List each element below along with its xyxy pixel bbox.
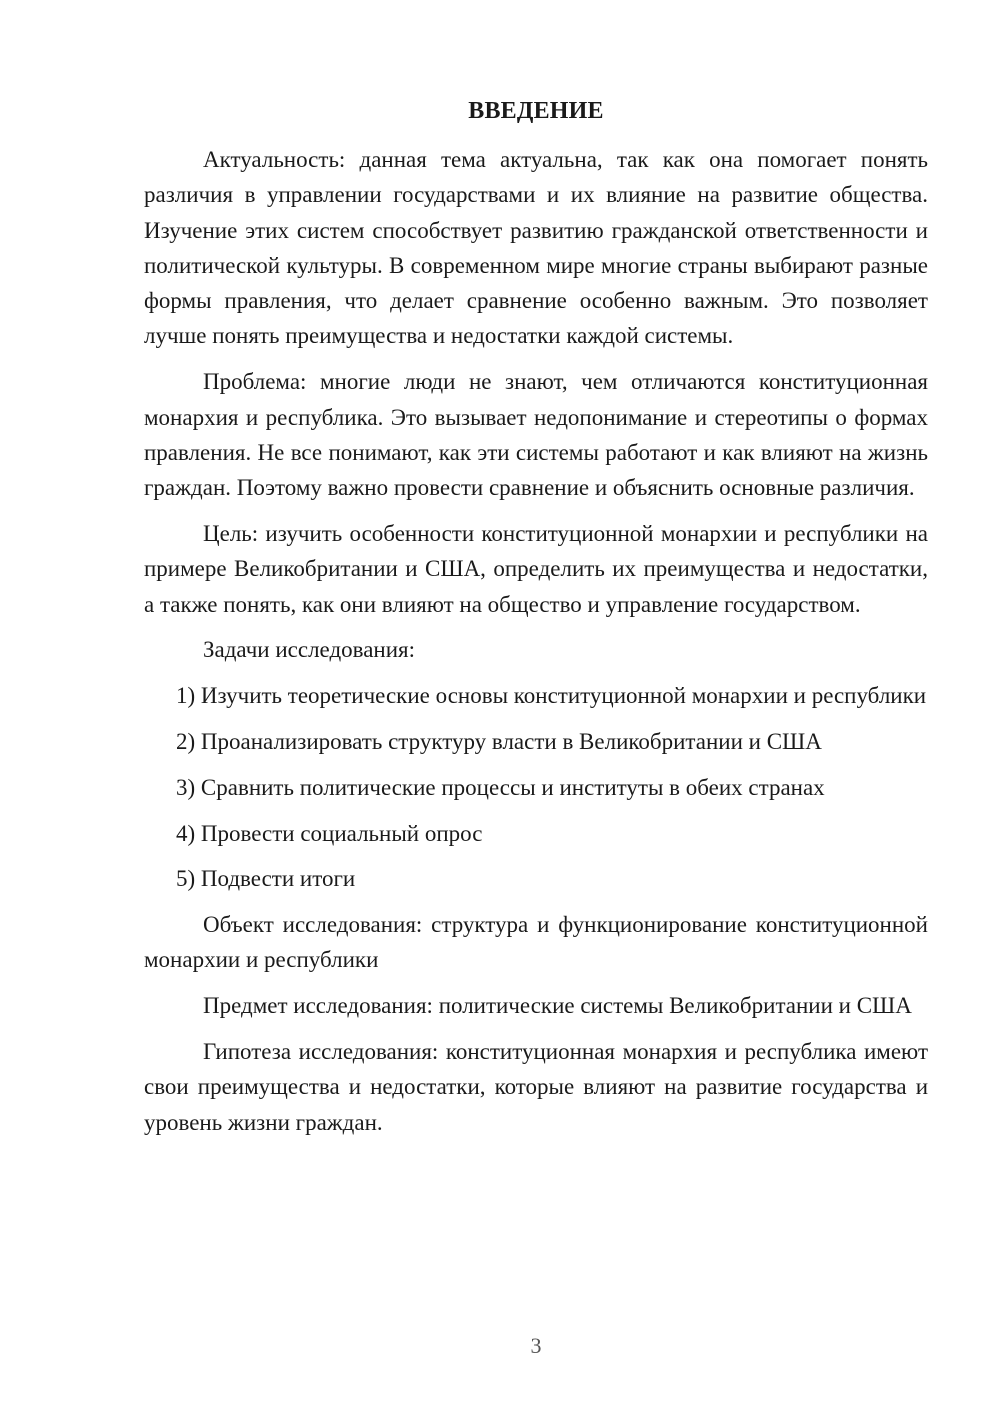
paragraph-subject: Предмет исследования: политические системы Великобритании и США [203,993,912,1019]
paragraph-relevance: Актуальность: данная тема актуальна, так как она помогает понять различия в управлении государствами и их влияние на развитие общества. Изучение этих систем способствует развитию гражданской ответственности и политической культуры. В современном мире многие страны выбирают разные формы правления, что делает сравнение особенно важным. Это позволяет лучше понять преимущества и недостатки каждой системы. [144,147,928,349]
paragraph-problem: Проблема: многие люди не знают, чем отличаются конституционная монархия и республика. Это вызывает недопонимание и стереотипы о формах правления. Не все понимают, как эти системы работают и как влияют на жизнь граждан. Поэтому важно провести сравнение и объяснить основные различия. [144,369,928,501]
task-item-2: 2) Проанализировать структуру власти в Великобритании и США [176,728,822,754]
paragraph-hypothesis: Гипотеза исследования: конституционная монархия и республика имеют свои преимущества и недостатки, которые влияют на развитие государства и уровень жизни граждан. [144,1039,928,1135]
task-item-4: 4) Провести социальный опрос [176,820,483,846]
paragraph-object: Объект исследования: структура и функционирование конституционной монархии и республики [144,912,928,973]
task-item-1: 1) Изучить теоретические основы конституционной монархии и республики [176,683,927,709]
tasks-title: Задачи исследования: [203,637,416,663]
page-title: ВВЕДЕНИЕ [468,98,604,124]
task-item-5: 5) Подвести итоги [176,866,356,892]
paragraph-goal: Цель: изучить особенности конституционной монархии и республики на примере Великобритании и США, определить их преимущества и недостатки, а также понять, как они влияют на общество и управление государством. [144,520,928,617]
document-body [144,142,928,1150]
page-number: 3 [530,1333,542,1358]
task-item-3: 3) Сравнить политические процессы и институты в обеих странах [176,774,825,800]
